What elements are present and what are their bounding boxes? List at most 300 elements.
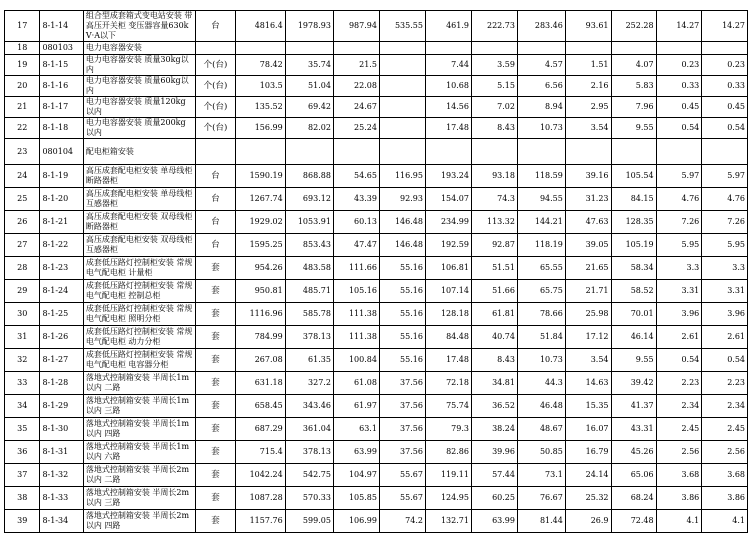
value-cell: 784.99 — [235, 326, 285, 349]
value-cell: 21.71 — [565, 280, 611, 303]
value-cell: 55.67 — [379, 464, 425, 487]
unit-cell: 个(台) — [196, 97, 235, 118]
value-cell: 36.52 — [471, 395, 517, 418]
value-cell: 75.74 — [425, 395, 471, 418]
value-cell: 4.07 — [611, 55, 656, 76]
value-cell — [565, 139, 611, 165]
value-cell: 1929.02 — [235, 211, 285, 234]
value-cell: 63.99 — [471, 510, 517, 533]
quota-code-cell: 8-1-30 — [40, 418, 83, 441]
unit-cell — [196, 139, 235, 165]
value-cell: 39.16 — [565, 165, 611, 188]
value-cell: 3.54 — [565, 349, 611, 372]
value-cell: 0.54 — [702, 118, 748, 139]
value-cell: 21.5 — [333, 55, 379, 76]
value-cell: 2.34 — [656, 395, 702, 418]
value-cell — [379, 139, 425, 165]
value-cell — [517, 139, 565, 165]
value-cell — [611, 42, 656, 55]
row-number-cell: 20 — [5, 76, 40, 97]
value-cell: 14.56 — [425, 97, 471, 118]
value-cell: 0.23 — [656, 55, 702, 76]
value-cell: 2.45 — [656, 418, 702, 441]
value-cell: 5.97 — [656, 165, 702, 188]
value-cell: 3.86 — [702, 487, 748, 510]
value-cell: 2.61 — [702, 326, 748, 349]
quota-code-cell: 080104 — [40, 139, 83, 165]
quota-code-cell: 8-1-23 — [40, 257, 83, 280]
value-cell — [425, 42, 471, 55]
value-cell: 74.2 — [379, 510, 425, 533]
value-cell: 63.99 — [333, 441, 379, 464]
value-cell: 25.32 — [565, 487, 611, 510]
value-cell: 343.46 — [285, 395, 333, 418]
value-cell — [702, 42, 748, 55]
item-name-cell: 高压成套配电柜安装 双母线柜 互感器柜 — [83, 234, 196, 257]
value-cell: 55.16 — [379, 349, 425, 372]
item-name-cell: 成套低压路灯控制柜安装 常规电气配电柜 控制总柜 — [83, 280, 196, 303]
value-cell: 22.08 — [333, 76, 379, 97]
value-cell: 156.99 — [235, 118, 285, 139]
value-cell: 55.16 — [379, 303, 425, 326]
value-cell: 38.24 — [471, 418, 517, 441]
value-cell: 950.81 — [235, 280, 285, 303]
value-cell: 118.59 — [517, 165, 565, 188]
value-cell: 2.16 — [565, 76, 611, 97]
value-cell: 25.24 — [333, 118, 379, 139]
value-cell: 76.67 — [517, 487, 565, 510]
value-cell — [379, 76, 425, 97]
row-number-cell: 38 — [5, 487, 40, 510]
value-cell: 40.74 — [471, 326, 517, 349]
value-cell — [333, 139, 379, 165]
value-cell: 105.19 — [611, 234, 656, 257]
item-name-cell: 电力电容器安装 质量200kg以内 — [83, 118, 196, 139]
row-number-cell: 39 — [5, 510, 40, 533]
value-cell: 2.56 — [702, 441, 748, 464]
value-cell: 144.21 — [517, 211, 565, 234]
value-cell: 45.26 — [611, 441, 656, 464]
value-cell: 1053.91 — [285, 211, 333, 234]
row-number-cell: 35 — [5, 418, 40, 441]
value-cell: 7.26 — [656, 211, 702, 234]
value-cell: 10.73 — [517, 349, 565, 372]
value-cell — [656, 139, 702, 165]
value-cell: 3.86 — [656, 487, 702, 510]
value-cell: 1590.19 — [235, 165, 285, 188]
value-cell: 1042.24 — [235, 464, 285, 487]
value-cell: 16.07 — [565, 418, 611, 441]
value-cell: 6.56 — [517, 76, 565, 97]
value-cell: 17.48 — [425, 118, 471, 139]
value-cell: 34.81 — [471, 372, 517, 395]
value-cell: 24.67 — [333, 97, 379, 118]
value-cell: 55.67 — [379, 487, 425, 510]
value-cell: 43.31 — [611, 418, 656, 441]
unit-cell: 套 — [196, 487, 235, 510]
value-cell — [565, 42, 611, 55]
value-cell: 3.96 — [656, 303, 702, 326]
quota-code-cell: 8-1-20 — [40, 188, 83, 211]
value-cell — [702, 139, 748, 165]
value-cell: 222.73 — [471, 11, 517, 42]
quota-code-cell: 8-1-16 — [40, 76, 83, 97]
row-number-cell: 27 — [5, 234, 40, 257]
value-cell: 93.18 — [471, 165, 517, 188]
value-cell: 14.27 — [656, 11, 702, 42]
value-cell: 100.84 — [333, 349, 379, 372]
table-row — [5, 188, 748, 211]
value-cell: 51.84 — [517, 326, 565, 349]
value-cell: 8.94 — [517, 97, 565, 118]
row-number-cell: 31 — [5, 326, 40, 349]
value-cell: 693.12 — [285, 188, 333, 211]
value-cell: 65.75 — [517, 280, 565, 303]
row-number-cell: 25 — [5, 188, 40, 211]
value-cell: 113.32 — [471, 211, 517, 234]
value-cell: 5.95 — [656, 234, 702, 257]
value-cell: 50.85 — [517, 441, 565, 464]
value-cell: 72.48 — [611, 510, 656, 533]
quota-code-cell: 8-1-17 — [40, 97, 83, 118]
value-cell: 47.47 — [333, 234, 379, 257]
quota-code-cell: 8-1-34 — [40, 510, 83, 533]
value-cell: 37.56 — [379, 441, 425, 464]
value-cell: 0.54 — [702, 349, 748, 372]
value-cell: 82.02 — [285, 118, 333, 139]
item-name-cell: 落地式控制箱安装 半周长2m以内 四路 — [83, 510, 196, 533]
item-name-cell: 电力电容器安装 质量120kg以内 — [83, 97, 196, 118]
value-cell: 111.38 — [333, 326, 379, 349]
row-number-cell: 30 — [5, 303, 40, 326]
table-row — [5, 395, 748, 418]
value-cell: 65.06 — [611, 464, 656, 487]
value-cell — [333, 42, 379, 55]
unit-cell: 套 — [196, 303, 235, 326]
value-cell: 94.55 — [517, 188, 565, 211]
item-name-cell: 成套低压路灯控制柜安装 常规电气配电柜 动力分柜 — [83, 326, 196, 349]
unit-cell: 套 — [196, 372, 235, 395]
value-cell: 60.13 — [333, 211, 379, 234]
value-cell: 93.61 — [565, 11, 611, 42]
value-cell: 74.3 — [471, 188, 517, 211]
table-row — [5, 280, 748, 303]
table-row — [5, 326, 748, 349]
value-cell: 104.97 — [333, 464, 379, 487]
value-cell: 79.3 — [425, 418, 471, 441]
row-number-cell: 22 — [5, 118, 40, 139]
value-cell: 51.51 — [471, 257, 517, 280]
value-cell: 0.54 — [656, 118, 702, 139]
value-cell: 631.18 — [235, 372, 285, 395]
value-cell: 106.99 — [333, 510, 379, 533]
value-cell: 25.98 — [565, 303, 611, 326]
value-cell: 327.2 — [285, 372, 333, 395]
quota-code-cell: 8-1-19 — [40, 165, 83, 188]
unit-cell: 个(台) — [196, 55, 235, 76]
value-cell: 55.16 — [379, 326, 425, 349]
row-number-cell: 21 — [5, 97, 40, 118]
value-cell: 4.57 — [517, 55, 565, 76]
value-cell: 0.33 — [702, 76, 748, 97]
unit-cell: 套 — [196, 510, 235, 533]
row-number-cell: 23 — [5, 139, 40, 165]
value-cell: 10.68 — [425, 76, 471, 97]
value-cell: 31.23 — [565, 188, 611, 211]
value-cell: 128.35 — [611, 211, 656, 234]
row-number-cell: 28 — [5, 257, 40, 280]
value-cell — [379, 42, 425, 55]
row-number-cell: 34 — [5, 395, 40, 418]
row-number-cell: 32 — [5, 349, 40, 372]
value-cell: 0.45 — [702, 97, 748, 118]
item-name-cell: 组合型成套箱式变电站安装 带高压开关柜 变压器容量630kV·A以下 — [83, 11, 196, 42]
value-cell: 154.07 — [425, 188, 471, 211]
value-cell: 61.08 — [333, 372, 379, 395]
value-cell: 82.86 — [425, 441, 471, 464]
item-name-cell: 电力电容器安装 — [83, 42, 196, 55]
table-row — [5, 97, 748, 118]
value-cell: 987.94 — [333, 11, 379, 42]
item-name-cell: 高压成套配电柜安装 单母线柜 断路器柜 — [83, 165, 196, 188]
value-cell: 14.63 — [565, 372, 611, 395]
value-cell: 92.93 — [379, 188, 425, 211]
row-number-cell: 33 — [5, 372, 40, 395]
quota-table — [4, 10, 748, 533]
value-cell: 84.48 — [425, 326, 471, 349]
row-number-cell: 19 — [5, 55, 40, 76]
value-cell: 55.16 — [379, 280, 425, 303]
value-cell: 535.55 — [379, 11, 425, 42]
value-cell: 2.34 — [702, 395, 748, 418]
value-cell: 4.1 — [702, 510, 748, 533]
value-cell — [235, 42, 285, 55]
value-cell: 116.95 — [379, 165, 425, 188]
value-cell: 10.73 — [517, 118, 565, 139]
value-cell: 853.43 — [285, 234, 333, 257]
value-cell: 7.44 — [425, 55, 471, 76]
value-cell: 105.54 — [611, 165, 656, 188]
value-cell — [235, 139, 285, 165]
value-cell — [285, 139, 333, 165]
value-cell: 8.43 — [471, 118, 517, 139]
table-row — [5, 303, 748, 326]
value-cell: 68.24 — [611, 487, 656, 510]
value-cell: 3.59 — [471, 55, 517, 76]
value-cell: 5.97 — [702, 165, 748, 188]
value-cell: 283.46 — [517, 11, 565, 42]
value-cell: 1.51 — [565, 55, 611, 76]
unit-cell: 套 — [196, 418, 235, 441]
value-cell: 192.59 — [425, 234, 471, 257]
unit-cell: 套 — [196, 441, 235, 464]
value-cell: 41.37 — [611, 395, 656, 418]
table-row — [5, 55, 748, 76]
value-cell: 5.15 — [471, 76, 517, 97]
quota-code-cell: 8-1-27 — [40, 349, 83, 372]
value-cell: 542.75 — [285, 464, 333, 487]
value-cell: 61.97 — [333, 395, 379, 418]
value-cell: 43.39 — [333, 188, 379, 211]
value-cell: 15.35 — [565, 395, 611, 418]
row-number-cell: 37 — [5, 464, 40, 487]
value-cell: 3.68 — [656, 464, 702, 487]
table-row — [5, 165, 748, 188]
value-cell: 24.14 — [565, 464, 611, 487]
value-cell: 46.48 — [517, 395, 565, 418]
unit-cell: 台 — [196, 165, 235, 188]
quota-code-cell: 8-1-32 — [40, 464, 83, 487]
value-cell: 111.66 — [333, 257, 379, 280]
value-cell: 9.55 — [611, 118, 656, 139]
value-cell: 37.56 — [379, 395, 425, 418]
table-row — [5, 464, 748, 487]
value-cell: 7.26 — [702, 211, 748, 234]
value-cell: 193.24 — [425, 165, 471, 188]
value-cell: 658.45 — [235, 395, 285, 418]
value-cell: 58.52 — [611, 280, 656, 303]
value-cell — [379, 118, 425, 139]
value-cell: 103.5 — [235, 76, 285, 97]
value-cell: 73.1 — [517, 464, 565, 487]
table-row — [5, 76, 748, 97]
quota-code-cell: 8-1-21 — [40, 211, 83, 234]
unit-cell: 个(台) — [196, 118, 235, 139]
item-name-cell: 高压成套配电柜安装 单母线柜 互感器柜 — [83, 188, 196, 211]
value-cell: 4.76 — [702, 188, 748, 211]
value-cell — [285, 42, 333, 55]
value-cell: 5.83 — [611, 76, 656, 97]
value-cell: 60.25 — [471, 487, 517, 510]
value-cell: 118.19 — [517, 234, 565, 257]
value-cell: 119.11 — [425, 464, 471, 487]
row-number-cell: 36 — [5, 441, 40, 464]
table-row — [5, 487, 748, 510]
value-cell: 2.23 — [656, 372, 702, 395]
value-cell: 715.4 — [235, 441, 285, 464]
value-cell: 78.66 — [517, 303, 565, 326]
value-cell: 39.42 — [611, 372, 656, 395]
quota-code-cell: 8-1-14 — [40, 11, 83, 42]
value-cell: 361.04 — [285, 418, 333, 441]
value-cell: 4.1 — [656, 510, 702, 533]
item-name-cell: 电力电容器安装 质量60kg以内 — [83, 76, 196, 97]
value-cell: 570.33 — [285, 487, 333, 510]
value-cell: 3.54 — [565, 118, 611, 139]
value-cell: 21.65 — [565, 257, 611, 280]
table-row — [5, 234, 748, 257]
value-cell — [471, 42, 517, 55]
value-cell: 3.68 — [702, 464, 748, 487]
table-body — [5, 11, 748, 533]
value-cell: 63.1 — [333, 418, 379, 441]
quota-code-cell: 8-1-15 — [40, 55, 83, 76]
unit-cell — [196, 42, 235, 55]
table-row — [5, 418, 748, 441]
value-cell: 111.38 — [333, 303, 379, 326]
value-cell: 132.71 — [425, 510, 471, 533]
value-cell: 92.87 — [471, 234, 517, 257]
value-cell: 61.81 — [471, 303, 517, 326]
value-cell: 868.88 — [285, 165, 333, 188]
value-cell: 1978.93 — [285, 11, 333, 42]
value-cell: 3.31 — [702, 280, 748, 303]
unit-cell: 个(台) — [196, 76, 235, 97]
value-cell — [517, 42, 565, 55]
value-cell: 585.78 — [285, 303, 333, 326]
item-name-cell: 成套低压路灯控制柜安装 常规电气配电柜 电容器分柜 — [83, 349, 196, 372]
value-cell — [656, 42, 702, 55]
value-cell: 39.05 — [565, 234, 611, 257]
quota-code-cell: 8-1-28 — [40, 372, 83, 395]
unit-cell: 套 — [196, 257, 235, 280]
value-cell: 2.61 — [656, 326, 702, 349]
unit-cell: 套 — [196, 464, 235, 487]
value-cell: 46.14 — [611, 326, 656, 349]
value-cell: 35.74 — [285, 55, 333, 76]
value-cell: 2.23 — [702, 372, 748, 395]
item-name-cell: 成套低压路灯控制柜安装 常规电气配电柜 计量柜 — [83, 257, 196, 280]
quota-code-cell: 8-1-25 — [40, 303, 83, 326]
value-cell: 14.27 — [702, 11, 748, 42]
value-cell — [471, 139, 517, 165]
quota-code-cell: 8-1-22 — [40, 234, 83, 257]
value-cell: 146.48 — [379, 211, 425, 234]
value-cell: 146.48 — [379, 234, 425, 257]
value-cell: 1087.28 — [235, 487, 285, 510]
value-cell: 105.16 — [333, 280, 379, 303]
value-cell: 106.81 — [425, 257, 471, 280]
value-cell: 234.99 — [425, 211, 471, 234]
value-cell: 124.95 — [425, 487, 471, 510]
value-cell: 135.52 — [235, 97, 285, 118]
value-cell: 54.65 — [333, 165, 379, 188]
value-cell: 267.08 — [235, 349, 285, 372]
row-number-cell: 26 — [5, 211, 40, 234]
value-cell — [425, 139, 471, 165]
value-cell: 599.05 — [285, 510, 333, 533]
value-cell: 1157.76 — [235, 510, 285, 533]
table-row — [5, 441, 748, 464]
value-cell: 72.18 — [425, 372, 471, 395]
quota-code-cell: 8-1-29 — [40, 395, 83, 418]
value-cell: 70.01 — [611, 303, 656, 326]
value-cell: 1595.25 — [235, 234, 285, 257]
row-number-cell: 17 — [5, 11, 40, 42]
value-cell: 2.95 — [565, 97, 611, 118]
value-cell: 7.96 — [611, 97, 656, 118]
value-cell: 461.9 — [425, 11, 471, 42]
value-cell: 0.23 — [702, 55, 748, 76]
unit-cell: 台 — [196, 11, 235, 42]
table-row — [5, 211, 748, 234]
table-row — [5, 372, 748, 395]
item-name-cell: 落地式控制箱安装 半周长1m以内 二路 — [83, 372, 196, 395]
row-number-cell: 24 — [5, 165, 40, 188]
item-name-cell: 落地式控制箱安装 半周长2m以内 二路 — [83, 464, 196, 487]
value-cell: 44.3 — [517, 372, 565, 395]
item-name-cell: 成套低压路灯控制柜安装 常规电气配电柜 照明分柜 — [83, 303, 196, 326]
value-cell: 378.13 — [285, 326, 333, 349]
value-cell: 2.56 — [656, 441, 702, 464]
value-cell: 17.12 — [565, 326, 611, 349]
value-cell: 687.29 — [235, 418, 285, 441]
value-cell: 3.31 — [656, 280, 702, 303]
table-row — [5, 118, 748, 139]
item-name-cell: 电力电容器安装 质量30kg以内 — [83, 55, 196, 76]
value-cell: 378.13 — [285, 441, 333, 464]
value-cell: 954.26 — [235, 257, 285, 280]
